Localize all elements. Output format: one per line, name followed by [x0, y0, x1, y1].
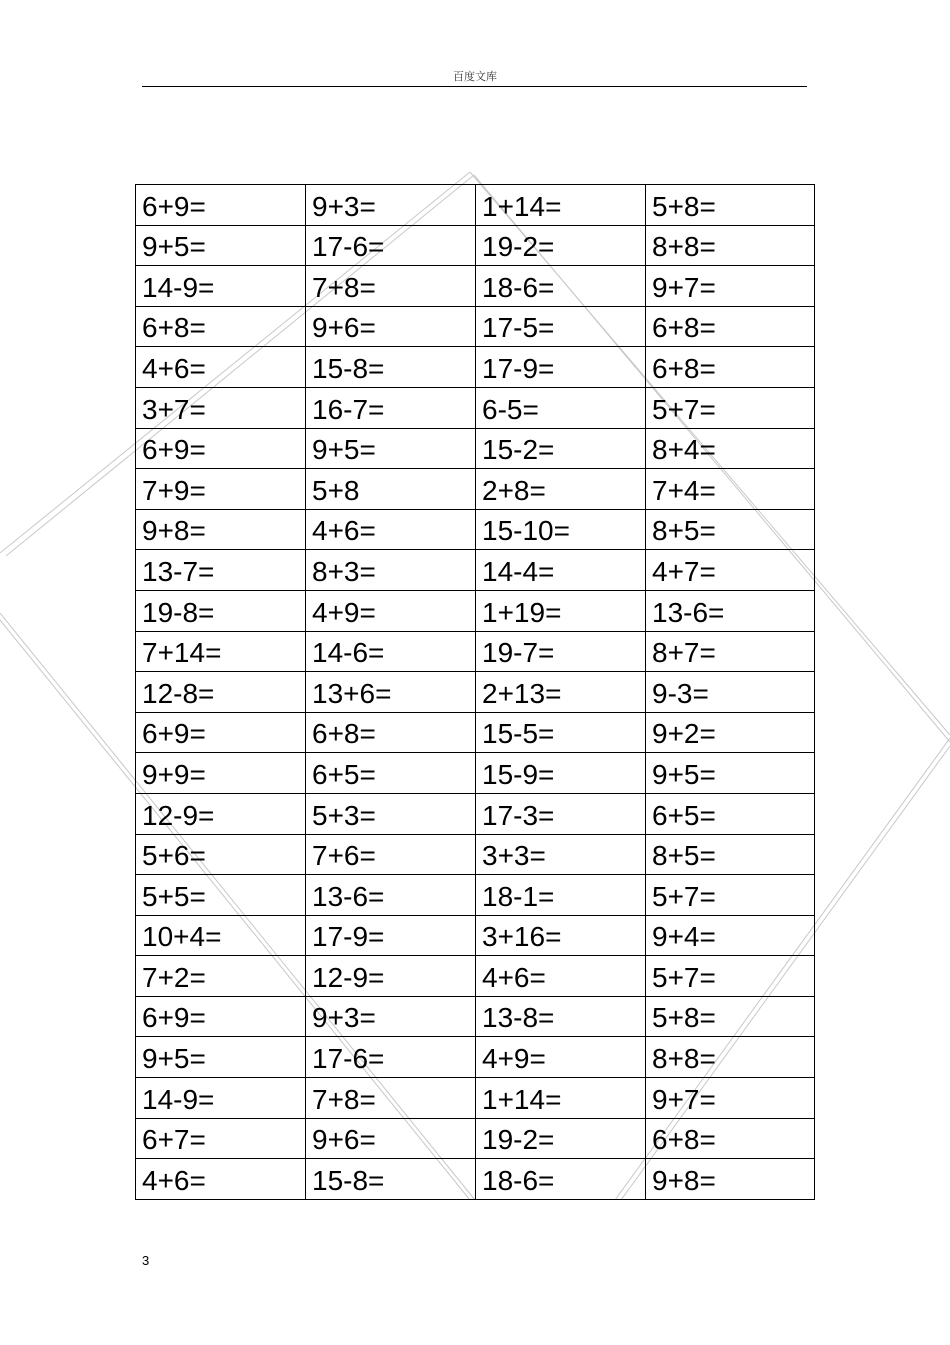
problem-text: 5+7=	[652, 880, 716, 912]
problem-text: 5+8=	[652, 1002, 716, 1034]
problem-text: 2+8=	[482, 474, 546, 506]
problem-cell	[476, 996, 646, 1037]
problem-cell	[476, 347, 646, 388]
problem-cell	[136, 550, 306, 591]
problem-text: 17-3=	[482, 799, 555, 831]
problem-text: 5+5=	[142, 880, 206, 912]
problem-text: 3+16=	[482, 921, 562, 953]
problem-text: 5+7=	[652, 961, 716, 993]
problem-text: 13-6=	[652, 596, 725, 628]
problem-text: 9+3=	[312, 1002, 376, 1034]
problem-cell	[306, 185, 476, 226]
problem-cell	[476, 509, 646, 550]
table-row	[136, 875, 815, 916]
problem-cell	[646, 834, 815, 875]
problem-text: 8+8=	[652, 231, 716, 263]
problem-text: 13-7=	[142, 555, 215, 587]
problem-text: 14-9=	[142, 271, 215, 303]
table-row	[136, 834, 815, 875]
problem-cell	[646, 875, 815, 916]
problem-text: 8+4=	[652, 434, 716, 466]
problem-cell	[306, 1159, 476, 1200]
problem-text: 18-6=	[482, 271, 555, 303]
table-row	[136, 509, 815, 550]
problem-cell	[646, 915, 815, 956]
problem-cell	[476, 387, 646, 428]
table-row	[136, 428, 815, 469]
problem-text: 13-6=	[312, 880, 385, 912]
problem-cell	[136, 387, 306, 428]
problem-cell	[306, 631, 476, 672]
problem-text: 15-5=	[482, 718, 555, 750]
problem-cell	[646, 1037, 815, 1078]
problem-text: 9+9=	[142, 758, 206, 790]
table-row	[136, 1159, 815, 1200]
problem-text: 4+6=	[142, 352, 206, 384]
problem-cell	[136, 712, 306, 753]
problem-cell	[646, 631, 815, 672]
problem-text: 9+8=	[652, 1164, 716, 1196]
problem-cell	[476, 631, 646, 672]
table-row	[136, 915, 815, 956]
problem-text: 4+7=	[652, 555, 716, 587]
table-row	[136, 1118, 815, 1159]
table-row	[136, 306, 815, 347]
problem-text: 10+4=	[142, 921, 222, 953]
table-row	[136, 996, 815, 1037]
table-row	[136, 1037, 815, 1078]
problem-cell	[136, 225, 306, 266]
problem-cell	[136, 306, 306, 347]
problem-text: 18-1=	[482, 880, 555, 912]
problem-cell	[136, 1078, 306, 1119]
problem-text: 15-8=	[312, 1164, 385, 1196]
problem-cell	[646, 469, 815, 510]
problem-text: 7+4=	[652, 474, 716, 506]
problem-text: 6+7=	[142, 1124, 206, 1156]
problem-text: 12-8=	[142, 677, 215, 709]
problem-text: 18-6=	[482, 1164, 555, 1196]
problem-text: 6+9=	[142, 190, 206, 222]
problem-cell	[136, 915, 306, 956]
problem-cell	[646, 266, 815, 307]
problem-cell	[136, 1118, 306, 1159]
problem-cell	[306, 266, 476, 307]
problem-text: 5+7=	[652, 393, 716, 425]
problem-cell	[646, 428, 815, 469]
problem-text: 9+6=	[312, 312, 376, 344]
table-row	[136, 712, 815, 753]
problem-cell	[646, 347, 815, 388]
problem-cell	[306, 712, 476, 753]
problem-cell	[136, 631, 306, 672]
problem-cell	[306, 225, 476, 266]
problem-text: 1+14=	[482, 190, 562, 222]
problem-cell	[476, 1159, 646, 1200]
problem-text: 3+3=	[482, 840, 546, 872]
problem-text: 7+14=	[142, 637, 222, 669]
problem-text: 7+8=	[312, 1083, 376, 1115]
problem-text: 19-2=	[482, 231, 555, 263]
problem-cell	[136, 996, 306, 1037]
problem-text: 9+5=	[142, 231, 206, 263]
problem-text: 6+9=	[142, 718, 206, 750]
problem-text: 9+5=	[312, 434, 376, 466]
problem-cell	[476, 590, 646, 631]
problem-text: 9+5=	[142, 1043, 206, 1075]
problem-text: 7+2=	[142, 961, 206, 993]
header-title: 百度文库	[453, 70, 497, 83]
problem-text: 15-2=	[482, 434, 555, 466]
problem-cell	[306, 672, 476, 713]
problem-text: 4+6=	[482, 961, 546, 993]
problem-text: 9+5=	[652, 758, 716, 790]
problem-cell	[476, 875, 646, 916]
problem-text: 17-9=	[482, 352, 555, 384]
problem-cell	[306, 469, 476, 510]
problem-cell	[646, 1118, 815, 1159]
problem-cell	[136, 956, 306, 997]
problem-cell	[136, 469, 306, 510]
problem-cell	[136, 875, 306, 916]
problem-cell	[306, 956, 476, 997]
problem-text: 9+4=	[652, 921, 716, 953]
problem-text: 9+6=	[312, 1124, 376, 1156]
problem-text: 4+6=	[312, 515, 376, 547]
header-rule	[142, 86, 807, 87]
problem-cell	[306, 1118, 476, 1159]
problem-text: 5+3=	[312, 799, 376, 831]
problem-cell	[306, 915, 476, 956]
problem-text: 14-4=	[482, 555, 555, 587]
problem-cell	[476, 225, 646, 266]
problem-cell	[646, 793, 815, 834]
problem-text: 8+8=	[652, 1043, 716, 1075]
problem-text: 15-10=	[482, 515, 570, 547]
page-number: 3	[142, 1253, 150, 1268]
table-row	[136, 793, 815, 834]
problem-cell	[476, 185, 646, 226]
problem-cell	[646, 387, 815, 428]
problem-text: 9+2=	[652, 718, 716, 750]
problem-cell	[136, 793, 306, 834]
problem-cell	[476, 956, 646, 997]
table-row	[136, 753, 815, 794]
problem-text: 9+7=	[652, 271, 716, 303]
problem-cell	[646, 185, 815, 226]
problem-cell	[136, 509, 306, 550]
table-row	[136, 631, 815, 672]
problem-text: 6+8=	[312, 718, 376, 750]
problem-cell	[136, 185, 306, 226]
problem-text: 15-8=	[312, 352, 385, 384]
problem-cell	[646, 590, 815, 631]
problem-text: 19-2=	[482, 1124, 555, 1156]
problem-text: 4+6=	[142, 1164, 206, 1196]
problem-text: 17-5=	[482, 312, 555, 344]
table-row	[136, 347, 815, 388]
table-row	[136, 1078, 815, 1119]
problem-cell	[476, 306, 646, 347]
problem-cell	[646, 225, 815, 266]
problem-cell	[306, 793, 476, 834]
problem-cell	[476, 915, 646, 956]
problem-text: 19-7=	[482, 637, 555, 669]
problem-cell	[306, 875, 476, 916]
problem-cell	[476, 1078, 646, 1119]
problem-cell	[306, 387, 476, 428]
problem-text: 9+8=	[142, 515, 206, 547]
problem-cell	[476, 712, 646, 753]
problem-text: 9+7=	[652, 1083, 716, 1115]
table-row	[136, 387, 815, 428]
problem-cell	[646, 550, 815, 591]
problem-text: 3+7=	[142, 393, 206, 425]
problem-text: 13+6=	[312, 677, 392, 709]
problem-text: 8+3=	[312, 555, 376, 587]
problem-cell	[306, 834, 476, 875]
problem-cell	[136, 428, 306, 469]
problem-text: 6+9=	[142, 434, 206, 466]
problem-cell	[306, 753, 476, 794]
problem-text: 6+8=	[142, 312, 206, 344]
problem-text: 15-9=	[482, 758, 555, 790]
problem-text: 7+9=	[142, 474, 206, 506]
problem-text: 14-6=	[312, 637, 385, 669]
problem-text: 8+7=	[652, 637, 716, 669]
problem-text: 5+6=	[142, 840, 206, 872]
problem-text: 2+13=	[482, 677, 562, 709]
problem-text: 6-5=	[482, 393, 539, 425]
table-row	[136, 590, 815, 631]
problem-cell	[476, 550, 646, 591]
problem-cell	[646, 672, 815, 713]
table-row	[136, 266, 815, 307]
problem-cell	[136, 1159, 306, 1200]
problem-text: 16-7=	[312, 393, 385, 425]
problem-text: 5+8=	[652, 190, 716, 222]
problem-text: 17-6=	[312, 231, 385, 263]
problem-text: 7+6=	[312, 840, 376, 872]
problem-cell	[136, 672, 306, 713]
problem-cell	[646, 753, 815, 794]
problem-text: 12-9=	[142, 799, 215, 831]
problem-cell	[306, 347, 476, 388]
problem-cell	[476, 793, 646, 834]
problem-cell	[646, 1159, 815, 1200]
problem-cell	[476, 266, 646, 307]
problem-cell	[136, 753, 306, 794]
problem-text: 6+8=	[652, 352, 716, 384]
problem-cell	[476, 1118, 646, 1159]
problem-text: 1+19=	[482, 596, 562, 628]
problem-cell	[646, 712, 815, 753]
problem-text: 13-8=	[482, 1002, 555, 1034]
problem-text: 6+5=	[652, 799, 716, 831]
problem-cell	[306, 996, 476, 1037]
table-row	[136, 550, 815, 591]
problem-text: 7+8=	[312, 271, 376, 303]
problem-cell	[476, 753, 646, 794]
problem-cell	[306, 590, 476, 631]
problem-cell	[476, 834, 646, 875]
problem-cell	[306, 306, 476, 347]
table-row	[136, 469, 815, 510]
problem-cell	[646, 306, 815, 347]
problem-cell	[306, 428, 476, 469]
problem-text: 6+5=	[312, 758, 376, 790]
problem-text: 19-8=	[142, 596, 215, 628]
table-row	[136, 672, 815, 713]
problem-cell	[646, 996, 815, 1037]
table-row	[136, 956, 815, 997]
worksheet-body	[136, 185, 815, 1200]
problem-text: 4+9=	[312, 596, 376, 628]
problem-cell	[136, 590, 306, 631]
problem-text: 17-6=	[312, 1043, 385, 1075]
problem-text: 6+8=	[652, 1124, 716, 1156]
problem-text: 8+5=	[652, 515, 716, 547]
problem-text: 1+14=	[482, 1083, 562, 1115]
problem-text: 9-3=	[652, 677, 709, 709]
table-row	[136, 225, 815, 266]
problem-text: 6+9=	[142, 1002, 206, 1034]
problem-cell	[646, 1078, 815, 1119]
problem-text: 5+8	[312, 474, 360, 506]
problem-text: 9+3=	[312, 190, 376, 222]
problem-cell	[476, 672, 646, 713]
problem-cell	[476, 469, 646, 510]
problem-text: 4+9=	[482, 1043, 546, 1075]
problem-cell	[306, 509, 476, 550]
worksheet-table	[135, 184, 815, 1200]
problem-cell	[476, 428, 646, 469]
problem-cell	[306, 550, 476, 591]
problem-text: 6+8=	[652, 312, 716, 344]
problem-cell	[136, 1037, 306, 1078]
problem-text: 12-9=	[312, 961, 385, 993]
problem-cell	[136, 347, 306, 388]
problem-cell	[136, 834, 306, 875]
problem-cell	[306, 1037, 476, 1078]
problem-text: 14-9=	[142, 1083, 215, 1115]
table-row	[136, 185, 815, 226]
problem-cell	[136, 266, 306, 307]
problem-text: 8+5=	[652, 840, 716, 872]
problem-cell	[646, 956, 815, 997]
problem-cell	[306, 1078, 476, 1119]
problem-text: 17-9=	[312, 921, 385, 953]
problem-cell	[646, 509, 815, 550]
problem-cell	[476, 1037, 646, 1078]
